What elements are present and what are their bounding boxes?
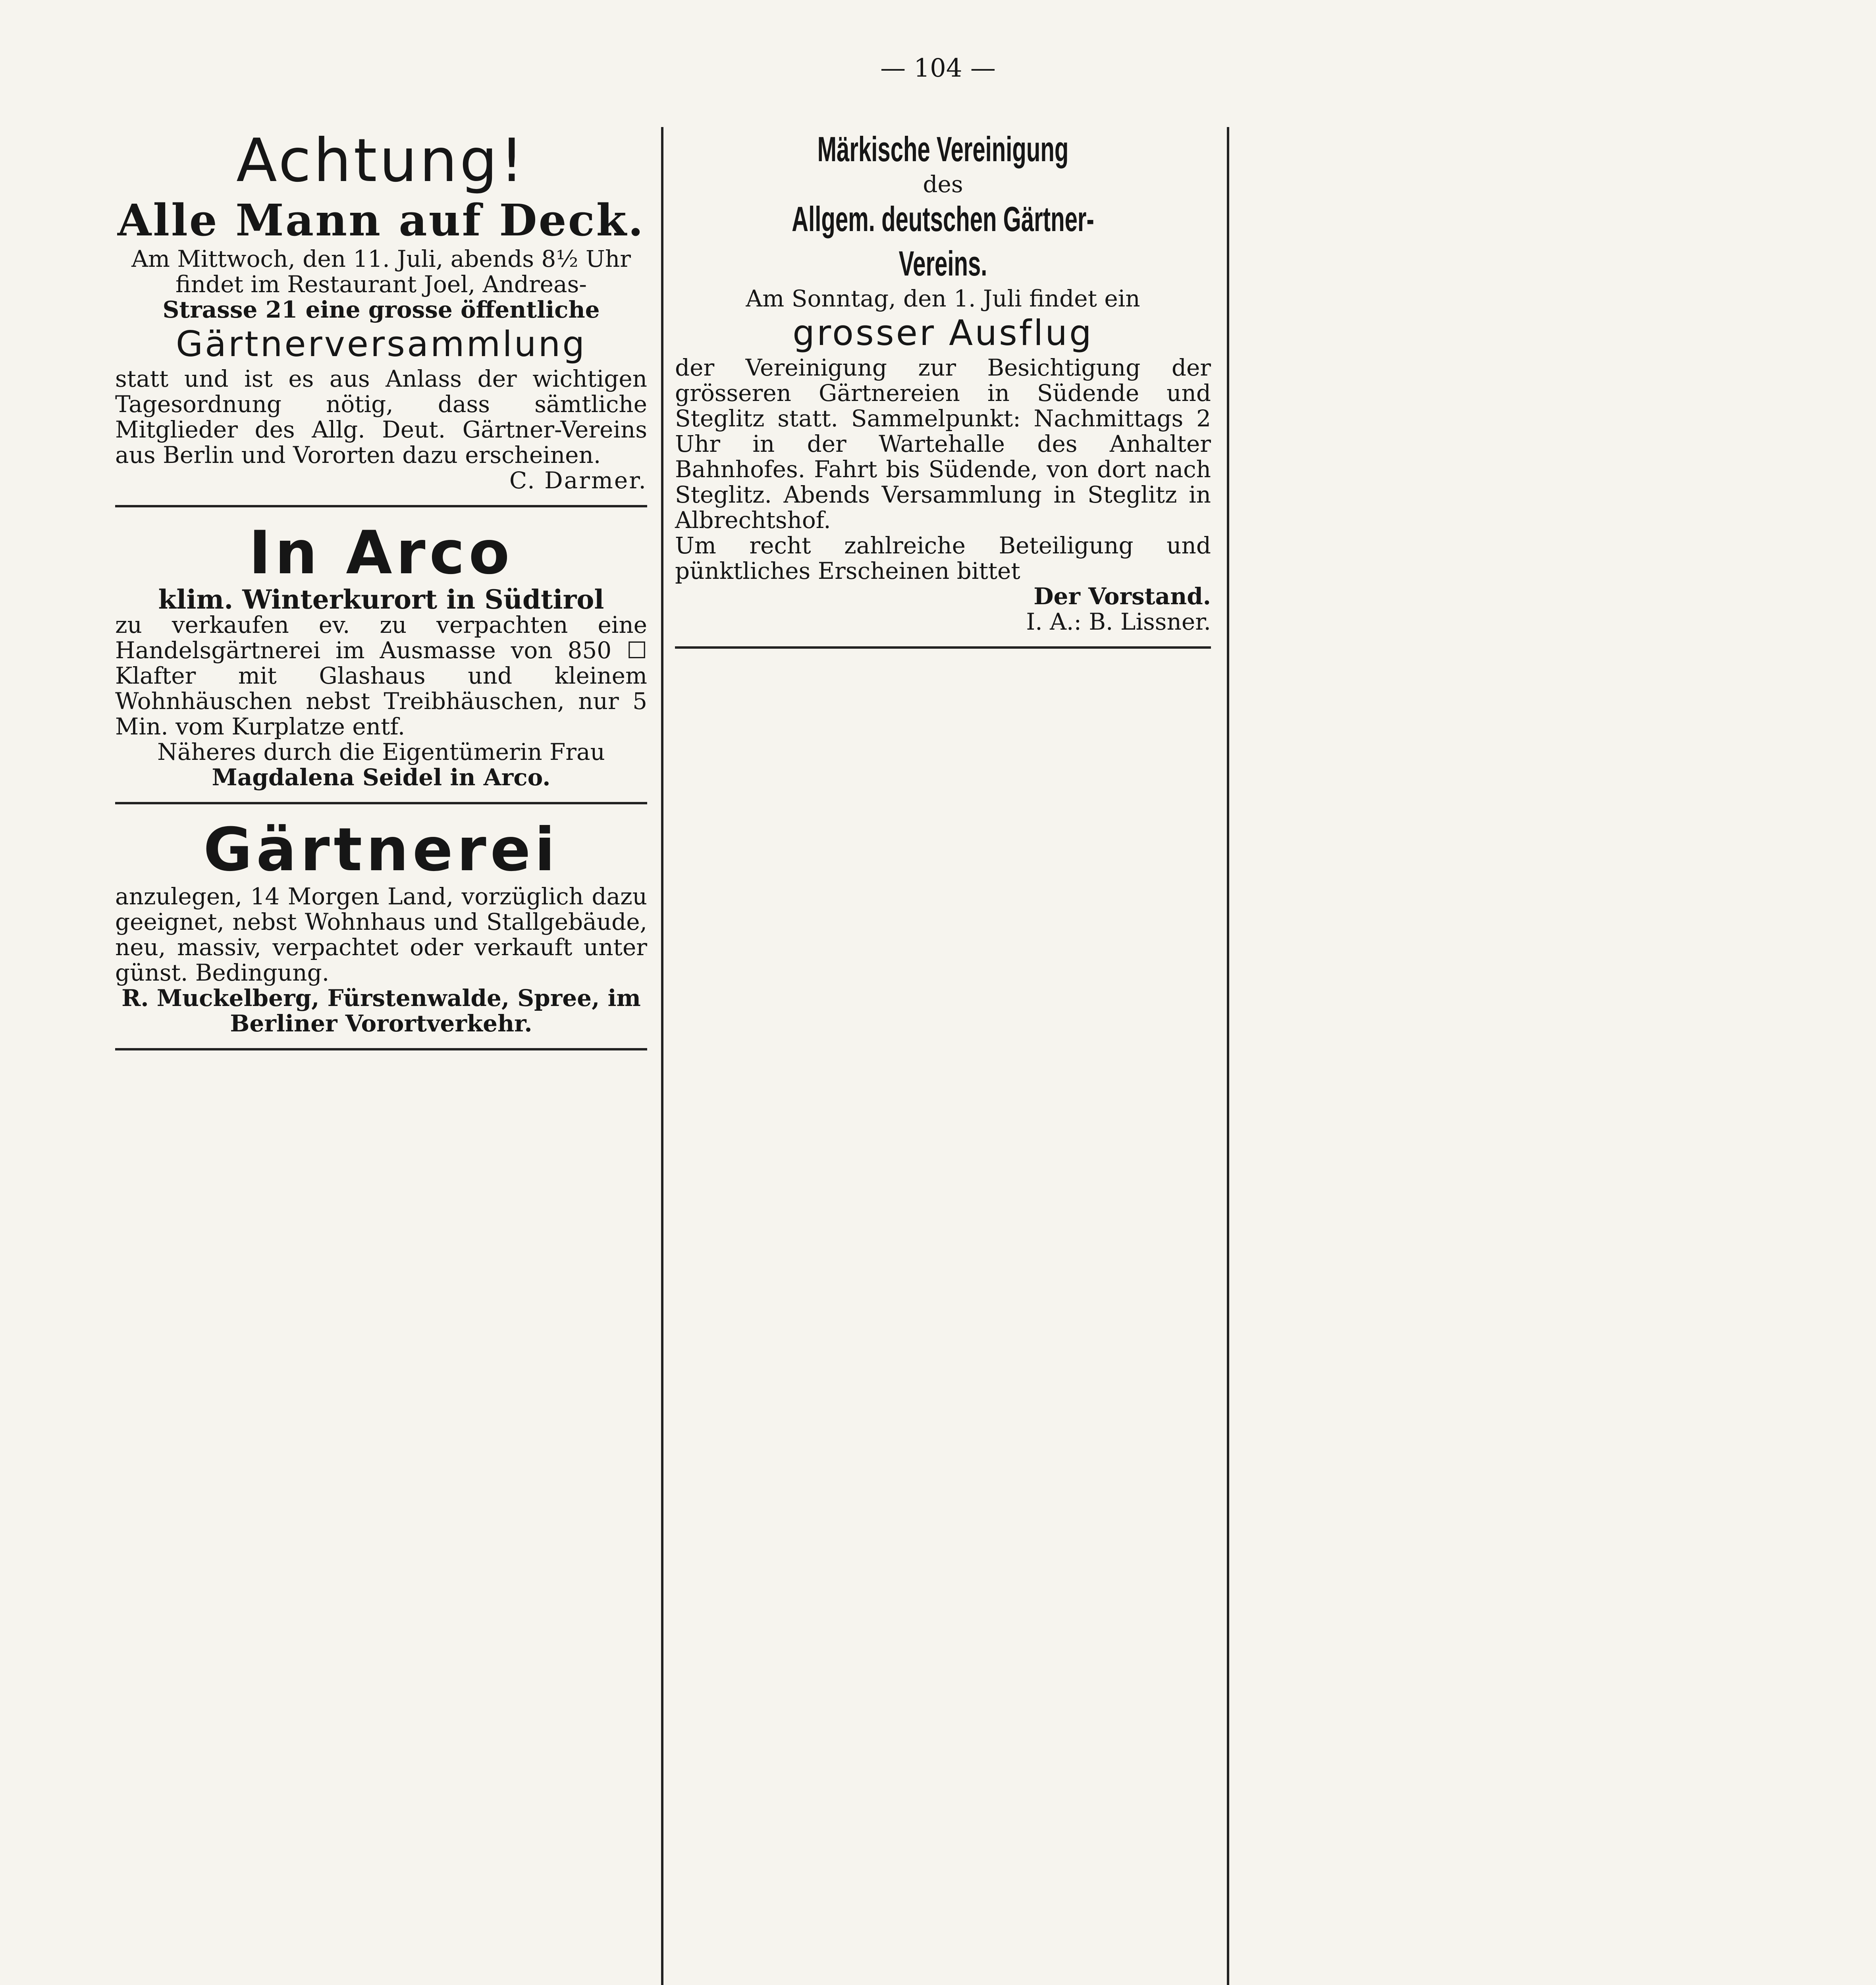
ad-arco-contact1: Näheres durch die Eigentümerin Frau [157, 738, 605, 765]
ad-arco-body: zu verkaufen ev. zu verpachten eine Handelsgärtnerei im Ausmasse von 850 ☐ Klafter mit Glashaus und kleinem Wohnhäuschen nebst Treibhäuschen, nur 5 Min. vom Kurplatze entf. [115, 611, 647, 740]
column-left [115, 127, 647, 1062]
ad-maerkische-line4: Am Sonntag, den 1. Juli findet ein [746, 285, 1140, 312]
ad-arco-title: In Arco [249, 518, 514, 588]
ad-arco-subtitle: klim. Winterkurort in Südtirol [158, 584, 604, 615]
column-rule-right [1227, 127, 1229, 1985]
ad-achtung-title: Achtung! [236, 126, 526, 195]
ad-arco [115, 519, 647, 804]
ad-gaertnerei-contact: R. Muckelberg, Fürstenwalde, Spree, im Berliner Vorortverkehr. [121, 985, 641, 1037]
ad-achtung-sign: C. Darmer. [509, 467, 647, 494]
ad-maerkische-body: der Vereinigung zur Besichtigung der grösseren Gärtnereien in Südende und Steglitz statt. Sammelpunkt: Nachmittags 2 Uhr in der Wartehalle des Anhalter Bahnhofes. Fahrt bis Südende, von dort nach Steglitz. Abends Versammlung in Steglitz in Albrechtshof. [675, 354, 1211, 534]
ad-gaertnerei-title: Gärtnerei [203, 815, 559, 885]
ad-maerkische-sign1: Der Vorstand. [1033, 583, 1211, 610]
ad-maerkische-line2: des [923, 171, 963, 198]
ad-achtung-line1: Am Mittwoch, den 11. Juli, abends 8½ Uhr [131, 245, 631, 272]
ad-gaertnerei-body: anzulegen, 14 Morgen Land, vorzüglich dazu geeignet, nebst Wohnhaus und Stallgebäude, neu, massiv, verpachtet oder verkauft unter günst. Bedingung. [115, 883, 647, 986]
ad-achtung-subtitle: Alle Mann auf Deck. [117, 195, 645, 246]
ad-achtung-line3: Strasse 21 eine grosse öffentliche [162, 296, 600, 323]
ad-achtung-heading: Gärtnerversammlung [175, 324, 587, 364]
ad-arco-contact2: Magdalena Seidel in Arco. [212, 764, 551, 791]
ad-maerkische-line1: Märkische Vereinigung [817, 129, 1069, 169]
column-middle [675, 127, 1211, 661]
ad-gaertnerei [115, 816, 647, 1050]
ad-maerkische-line3: Allgem. deutschen Gärtner-Vereins. [792, 199, 1094, 283]
ad-achtung-line2: findet im Restaurant Joel, Andreas- [175, 271, 587, 298]
column-rule-left [661, 127, 663, 1985]
ad-achtung-body: statt und ist es aus Anlass der wichtigen Tagesordnung nötig, dass sämtliche Mitglieder des Allg. Deut. Gärtner-Vereins aus Berlin und Vororten dazu erscheinen. [115, 365, 647, 468]
ad-achtung [115, 127, 647, 507]
ad-maerkische-heading: grosser Ausflug [792, 312, 1093, 353]
ad-maerkische-body2: Um recht zahlreiche Beteiligung und pünktliches Erscheinen bittet [675, 532, 1211, 584]
ad-maerkische-sign2: I. A.: B. Lissner. [1026, 608, 1211, 635]
ad-maerkische [675, 127, 1211, 649]
page-number: — 104 — [880, 54, 996, 83]
